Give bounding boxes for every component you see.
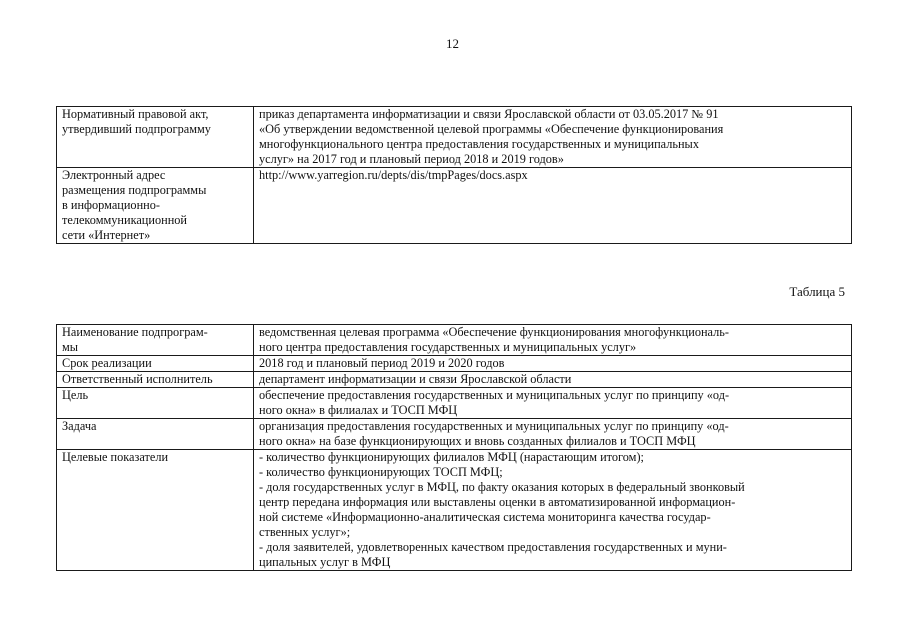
value-text-line: департамент информатизации и связи Ярославской области <box>259 372 572 386</box>
label-text-line: Срок реализации <box>62 356 152 370</box>
value-text-line: ственных услуг»; <box>259 525 351 539</box>
value-text-line: центр передана информация или выставлены оценки в автоматизированной информацион- <box>259 495 736 509</box>
label-text-line: Нормативный правовой акт, <box>62 107 209 121</box>
table-row <box>57 388 852 419</box>
page-number: 12 <box>446 36 459 51</box>
table-row <box>57 419 852 450</box>
value-text-line: ведомственная целевая программа «Обеспечение функционирования многофункциональ- <box>259 325 729 339</box>
table-row <box>57 168 852 244</box>
table-body <box>57 325 852 571</box>
value-text-line: «Об утверждении ведомственной целевой программы «Обеспечение функционирования <box>259 122 724 136</box>
row-label-cell <box>57 388 254 419</box>
value-text-line: организация предоставления государственных и муниципальных услуг по принципу «од- <box>259 419 729 433</box>
subprogram-passport-table <box>56 324 852 571</box>
table-row <box>57 450 852 571</box>
label-text-line: Наименование подпрограм- <box>62 325 208 339</box>
row-value-cell <box>254 168 852 244</box>
label-text-line: размещения подпрограммы <box>62 183 207 197</box>
row-value-cell <box>254 107 852 168</box>
row-value-cell <box>254 450 852 571</box>
table-row <box>57 372 852 388</box>
value-text-line: 2018 год и плановый период 2019 и 2020 годов <box>259 356 505 370</box>
label-text-line: утвердивший подпрограмму <box>62 122 211 136</box>
value-text-line: обеспечение предоставления государственных и муниципальных услуг по принципу «од- <box>259 388 730 402</box>
value-text-line: - количество функционирующих филиалов МФЦ (нарастающим итогом); <box>259 450 644 464</box>
value-text-line: - количество функционирующих ТОСП МФЦ; <box>259 465 503 479</box>
label-text-line: в информационно- <box>62 198 160 212</box>
label-text-line: мы <box>62 340 79 354</box>
value-text-line: многофункционального центра предоставления государственных и муниципальных <box>259 137 699 151</box>
row-value-cell <box>254 325 852 356</box>
label-text-line: Цель <box>62 388 89 402</box>
row-value-cell <box>254 388 852 419</box>
value-text-line: ного центра предоставления государственных и муниципальных услуг» <box>259 340 637 354</box>
row-label-cell <box>57 168 254 244</box>
row-label-cell <box>57 450 254 571</box>
row-value-cell <box>254 372 852 388</box>
table-caption: Таблица 5 <box>789 284 845 299</box>
value-text-line: ной системе «Информационно-аналитическая система мониторинга качества государ- <box>259 510 711 524</box>
row-value-cell <box>254 419 852 450</box>
table-body <box>57 107 852 244</box>
value-text-line: ного окна» в филиалах и ТОСП МФЦ <box>259 403 458 417</box>
row-value-cell <box>254 356 852 372</box>
value-text-line: ного окна» на базе функционирующих и вновь созданных филиалов и ТОСП МФЦ <box>259 434 696 448</box>
value-text-line: - доля государственных услуг в МФЦ, по факту оказания которых в федеральный звонковый <box>259 480 745 494</box>
label-text-line: Задача <box>62 419 97 433</box>
value-text-line: - доля заявителей, удовлетворенных качеством предоставления государственных и муни- <box>259 540 727 554</box>
value-text-line: услуг» на 2017 год и плановый период 2018 и 2019 годов» <box>259 152 564 166</box>
row-label-cell <box>57 107 254 168</box>
table-row <box>57 107 852 168</box>
table-row <box>57 356 852 372</box>
row-label-cell <box>57 356 254 372</box>
label-text-line: Ответственный исполнитель <box>62 372 213 386</box>
table-row <box>57 325 852 356</box>
row-label-cell <box>57 372 254 388</box>
label-text-line: сети «Интернет» <box>62 228 151 242</box>
label-text-line: телекоммуникационной <box>62 213 188 227</box>
value-text-line: приказ департамента информатизации и связи Ярославской области от 03.05.2017 № 91 <box>259 107 719 121</box>
value-text-line: ципальных услуг в МФЦ <box>259 555 391 569</box>
value-text-line: http://www.yarregion.ru/depts/dis/tmpPages/docs.aspx <box>259 168 528 182</box>
label-text-line: Электронный адрес <box>62 168 166 182</box>
row-label-cell <box>57 325 254 356</box>
subprogram-info-table <box>56 106 852 244</box>
row-label-cell <box>57 419 254 450</box>
label-text-line: Целевые показатели <box>62 450 169 464</box>
